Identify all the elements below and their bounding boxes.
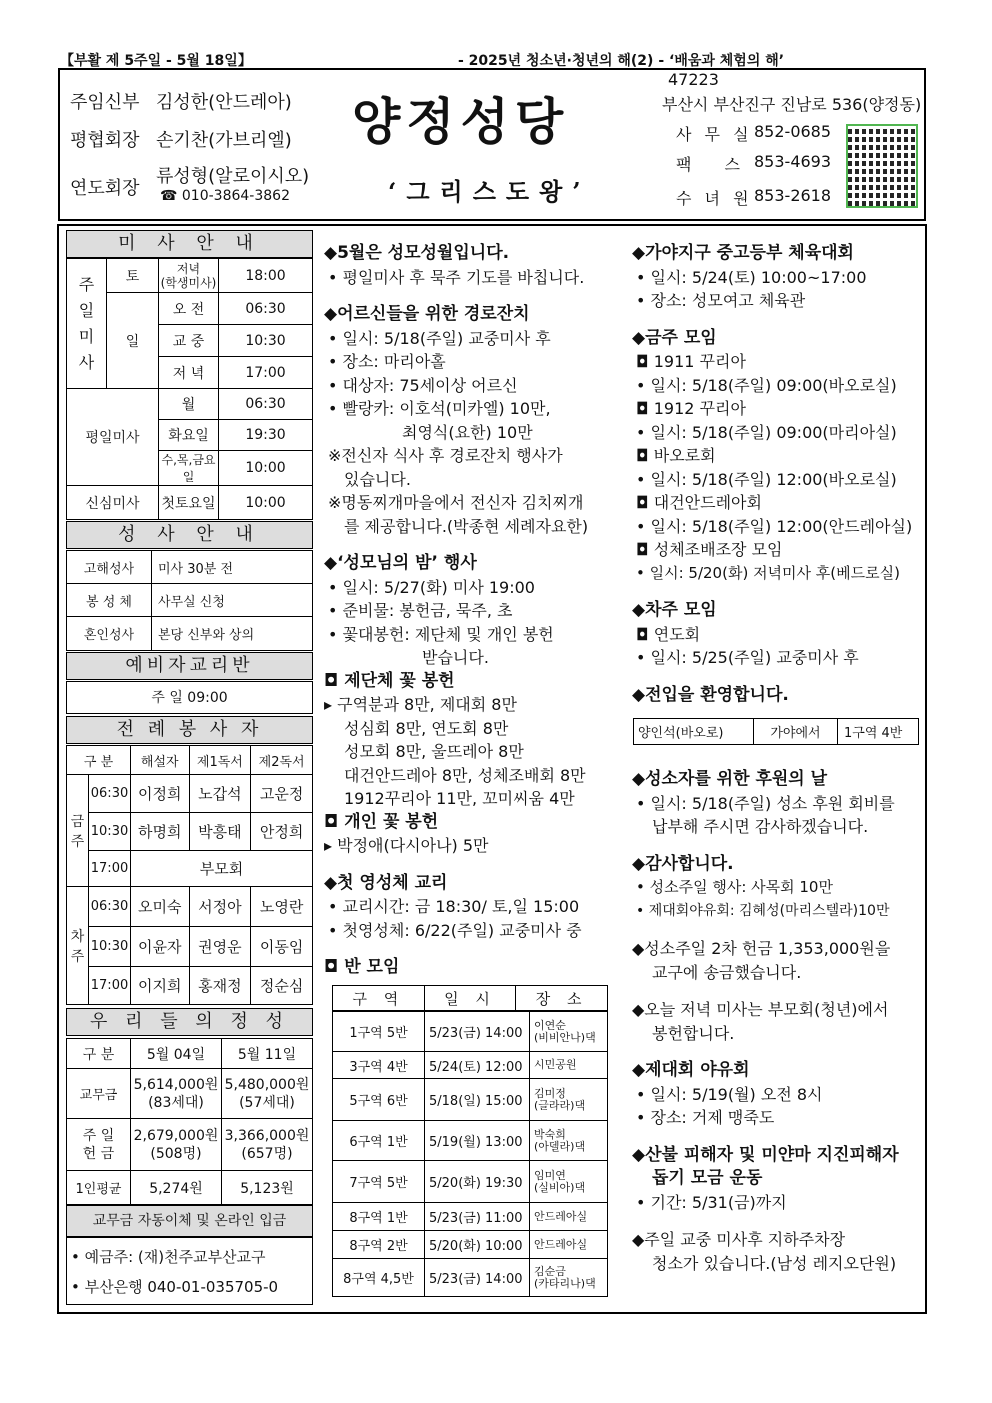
wed-time: 10:00 bbox=[219, 451, 313, 486]
notice-subline: ◘ 바오로회 bbox=[636, 446, 716, 465]
ban-cell: 5/23(금) 14:00 bbox=[425, 1259, 530, 1297]
offer-r1a: 5,614,000원 (83세대) bbox=[131, 1069, 222, 1119]
ban-cell: 5/23(금) 11:00 bbox=[425, 1203, 530, 1231]
convent-label: 수 녀 원 bbox=[676, 189, 753, 208]
account-holder: • 예금주: (재)천주교부산교구 bbox=[71, 1248, 266, 1266]
notice-line: 납부해 주시면 감사하겠습니다. bbox=[652, 817, 869, 836]
tue-label: 화요일 bbox=[159, 420, 219, 451]
notice-line: • 꽃대봉헌: 제단체 및 개인 봉헌 bbox=[328, 624, 554, 644]
offer-table bbox=[66, 1038, 313, 1205]
notice-line: 봉헌합니다. bbox=[652, 1023, 735, 1043]
offer-r1b: 5,480,000원 (57세대) bbox=[222, 1069, 313, 1119]
notice-line: • 장소: 성모여고 체육관 bbox=[636, 291, 806, 310]
notice-heading: ◆가야지구 중고등부 체육대회 bbox=[632, 243, 854, 263]
notice-line: 청소가 있습니다.(남성 레지오단원) bbox=[652, 1253, 897, 1273]
catech-title: 예비자교리반 bbox=[66, 652, 313, 680]
mon-label: 월 bbox=[159, 389, 219, 420]
council-label: 평협회장 bbox=[70, 130, 140, 151]
notice-line: ※명동찌개마을에서 전신자 김치찌개 bbox=[328, 493, 584, 512]
server-cell: 부모회 bbox=[131, 851, 313, 887]
weekday-label: 평일미사 bbox=[67, 389, 159, 486]
welcome-from: 가야에서 bbox=[754, 719, 838, 745]
offer-title: 우 리 들 의 정 성 bbox=[66, 1008, 313, 1036]
server-cell: 이지희 bbox=[131, 967, 190, 1005]
servers-h1: 해설자 bbox=[131, 746, 190, 775]
notice-line: ▸ 구역분과 8만, 제대회 8만 bbox=[324, 695, 517, 714]
ban-cell: 김미정 (글라라)댁 bbox=[530, 1079, 608, 1121]
offer-r3: 1인평균 bbox=[67, 1171, 131, 1205]
notice-line: 를 제공합니다.(박종현 세례자요한) bbox=[344, 516, 589, 536]
notice-line: • 제대회야유회: 김혜성(마리스텔라)10만 bbox=[636, 902, 890, 919]
convent-phone: 853-2618 bbox=[754, 186, 832, 205]
ban-cell: 5/20(화) 19:30 bbox=[425, 1161, 530, 1203]
yeondo-label: 연도회장 bbox=[70, 178, 140, 199]
morning-time: 06:30 bbox=[219, 293, 313, 325]
notice-line: 1912꾸리아 11만, 꼬미씨움 4만 bbox=[344, 789, 575, 808]
notice-subheading: ◘ 반 모임 bbox=[324, 957, 400, 977]
server-cell: 노갑석 bbox=[189, 775, 251, 813]
first-label: 신심미사 bbox=[67, 486, 159, 520]
mid-time: 10:30 bbox=[219, 325, 313, 357]
catech-time: 주 일 09:00 bbox=[66, 681, 313, 714]
mass-table: 주 일 미 사 토 저녁 (학생미사) 18:00 일 오 전 06:30 교 중 10:30 저 녁 17:00 평일미사 월 06:30 화요일 19:30 수,목,금요일 10:00 신심미사 첫토요일 10:00 bbox=[66, 258, 313, 520]
fax-number: 853-4693 bbox=[754, 152, 832, 171]
notice-line: • 일시: 5/18(주일) 12:00(안드레아실) bbox=[636, 516, 913, 536]
tue-time: 19:30 bbox=[219, 420, 313, 451]
notice-line: • 일시: 5/24(토) 10:00~17:00 bbox=[636, 267, 867, 287]
right-column bbox=[632, 242, 922, 707]
ban-rows bbox=[332, 1011, 608, 1297]
server-cell: 서정아 bbox=[189, 887, 251, 927]
server-cell: 고운정 bbox=[251, 775, 313, 813]
ban-row bbox=[333, 1052, 608, 1079]
ban-cell: 7구역 5반 bbox=[333, 1161, 425, 1203]
council-name: 손기찬(가브리엘) bbox=[156, 130, 292, 151]
servers-title: 전 례 봉 사 자 bbox=[66, 716, 313, 744]
notice-line: • 평일미사 후 묵주 기도를 바칩니다. bbox=[328, 267, 585, 287]
notice-subheading: ◘ 개인 꽃 봉헌 bbox=[324, 811, 439, 832]
servers-h0: 구 분 bbox=[67, 746, 131, 775]
notice-line: • 장소: 거제 맹죽도 bbox=[636, 1108, 775, 1127]
pastor-label: 주임신부 bbox=[70, 92, 140, 113]
top-line bbox=[60, 50, 930, 70]
first-time: 10:00 bbox=[219, 486, 313, 520]
morning-label: 오 전 bbox=[159, 293, 219, 325]
notice-line: • 일시: 5/18(주일) 12:00(바오로실) bbox=[636, 469, 897, 489]
sat-time-label: 저녁 (학생미사) bbox=[159, 259, 219, 293]
mass-title: 미 사 안 내 bbox=[66, 230, 313, 258]
notice-heading: 돕기 모금 운동 bbox=[652, 1168, 763, 1188]
notice-line: • 일시: 5/19(월) 오전 8시 bbox=[636, 1084, 823, 1104]
ban-table bbox=[332, 985, 608, 1011]
server-cell: 안정희 bbox=[251, 813, 313, 851]
offer-h0: 구 분 bbox=[67, 1039, 131, 1069]
notice-line: • 일시: 5/18(주일) 09:00(바오로실) bbox=[636, 375, 897, 395]
server-time: 06:30 bbox=[89, 887, 131, 927]
sat-time: 18:00 bbox=[219, 259, 313, 293]
sacr-r1a: 고해성사 bbox=[67, 551, 152, 584]
sacr-r2a: 봉 성 체 bbox=[67, 584, 152, 617]
notice-line: • 일시: 5/18(주일) 09:00(마리아실) bbox=[636, 422, 897, 442]
mid-label: 교 중 bbox=[159, 325, 219, 357]
notice-heading: ◆성소자를 위한 후원의 날 bbox=[632, 769, 828, 789]
ban-cell: 8구역 2반 bbox=[333, 1231, 425, 1259]
mon-time: 06:30 bbox=[219, 389, 313, 420]
ban-cell: 박숙희 (아델라)댁 bbox=[530, 1121, 608, 1161]
ban-cell: 6구역 1반 bbox=[333, 1121, 425, 1161]
ban-cell: 8구역 1반 bbox=[333, 1203, 425, 1231]
server-time: 10:30 bbox=[89, 813, 131, 851]
notice-line: • 첫영성체: 6/22(주일) 교중미사 중 bbox=[328, 920, 582, 940]
offer-h2: 5월 11일 bbox=[222, 1039, 313, 1069]
ban-cell: 안드레아실 bbox=[530, 1203, 608, 1231]
account-number: • 부산은행 040-01-035705-0 bbox=[71, 1278, 279, 1296]
offer-r2: 주 일 헌 금 bbox=[67, 1119, 131, 1171]
notice-line: 교구에 송금했습니다. bbox=[652, 962, 802, 982]
ban-cell: 5구역 6반 bbox=[333, 1079, 425, 1121]
sat-label: 토 bbox=[107, 259, 159, 293]
sacr-r1b: 미사 30분 전 bbox=[152, 551, 313, 584]
ban-cell: 5/23(금) 14:00 bbox=[425, 1012, 530, 1052]
notice-line: 대건안드레아 8만, 성체조배회 8만 bbox=[344, 765, 586, 785]
servers-h3: 제2독서 bbox=[251, 746, 313, 775]
ban-h: 일 시 bbox=[424, 986, 516, 1011]
next-week: 차주 bbox=[67, 887, 89, 1005]
notice-line: • 일시: 5/27(화) 미사 19:00 bbox=[328, 577, 535, 597]
server-cell: 권영운 bbox=[189, 927, 251, 967]
server-time: 06:30 bbox=[89, 775, 131, 813]
notice-line: • 일시: 5/20(화) 저녁미사 후(베드로실) bbox=[636, 563, 900, 582]
ban-cell: 8구역 4,5반 bbox=[333, 1259, 425, 1297]
welcome-name: 양인석(바오로) bbox=[634, 719, 754, 745]
notice-line: 성모회 8만, 울뜨레아 8만 bbox=[344, 742, 524, 761]
notice-line: 받습니다. bbox=[422, 648, 489, 667]
notice-line: • 준비물: 봉헌금, 묵주, 초 bbox=[328, 601, 513, 620]
ban-cell: 5/18(일) 15:00 bbox=[425, 1079, 530, 1121]
server-cell: 노영란 bbox=[251, 887, 313, 927]
server-cell: 이윤자 bbox=[131, 927, 190, 967]
notice-heading: ◆첫 영성체 교리 bbox=[324, 872, 448, 893]
zip-code: 47223 bbox=[668, 70, 719, 89]
church-title: 양정성당 bbox=[352, 92, 570, 151]
notice-heading: ◆제대회 야유회 bbox=[632, 1060, 750, 1080]
offer-r2b: 3,366,000원 (657명) bbox=[222, 1119, 313, 1171]
notice-line: • 교리시간: 금 18:30/ 토,일 15:00 bbox=[328, 897, 580, 916]
servers-h2: 제1독서 bbox=[189, 746, 251, 775]
church-subtitle: ‘그리스도왕’ bbox=[388, 177, 591, 206]
this-week: 금주 bbox=[67, 775, 89, 887]
sacr-r3a: 혼인성사 bbox=[67, 617, 152, 651]
server-time: 10:30 bbox=[89, 927, 131, 967]
notice-line: • 기간: 5/31(금)까지 bbox=[636, 1192, 787, 1212]
offer-r3a: 5,274원 bbox=[131, 1171, 222, 1205]
issue-date: 【부활 제 5주일 - 5월 18일】 bbox=[60, 53, 252, 69]
ban-cell: 5/20(화) 10:00 bbox=[425, 1231, 530, 1259]
ban-cell: 시민공원 bbox=[530, 1052, 608, 1079]
server-cell: 홍재정 bbox=[189, 967, 251, 1005]
eve-label: 저 녁 bbox=[159, 357, 219, 389]
address: 부산시 부산진구 진남로 536(양정동) bbox=[662, 95, 922, 114]
server-time: 17:00 bbox=[89, 851, 131, 887]
pastor-name: 김성한(안드레아) bbox=[156, 92, 292, 113]
sacr-table bbox=[66, 550, 313, 651]
ban-row bbox=[333, 1161, 608, 1203]
sacr-title: 성 사 안 내 bbox=[66, 521, 313, 549]
ban-cell: 김순금 (카타리나)댁 bbox=[530, 1259, 608, 1297]
servers-table bbox=[66, 745, 313, 1005]
ban-row bbox=[333, 1079, 608, 1121]
notice-line: ◆오늘 저녁 미사는 부모회(청년)에서 bbox=[632, 1000, 889, 1019]
ban-row bbox=[333, 1231, 608, 1259]
right-column-2 bbox=[632, 768, 922, 1275]
ban-h: 장 소 bbox=[516, 986, 608, 1011]
notice-subheading: ◘ 제단체 꽃 봉헌 bbox=[324, 670, 455, 691]
ban-cell: 임미연 (실비아)댁 bbox=[530, 1161, 608, 1203]
year-theme: - 2025년 청소년·청년의 해(2) - ‘배움과 체험의 해’ bbox=[458, 53, 785, 69]
notice-subline: ◘ 연도회 bbox=[636, 624, 701, 644]
notice-subline: ◘ 1911 꾸리아 bbox=[636, 352, 746, 371]
ban-cell: 1구역 5반 bbox=[333, 1012, 425, 1052]
notice-line: 최영식(요한) 10만 bbox=[402, 422, 533, 442]
server-time: 17:00 bbox=[89, 967, 131, 1005]
ban-cell: 3구역 4반 bbox=[333, 1052, 425, 1079]
server-cell: 박흥태 bbox=[189, 813, 251, 851]
notice-line: 있습니다. bbox=[344, 469, 411, 489]
yeondo-phone: ☎ 010-3864-3862 bbox=[160, 188, 290, 204]
notice-heading: ◆감사합니다. bbox=[632, 853, 734, 874]
notice-heading: ◆산불 피해자 및 미얀마 지진피해자 bbox=[632, 1144, 899, 1165]
auto-transfer-title: 교무금 자동이체 및 온라인 입금 bbox=[66, 1205, 313, 1237]
notice-line: 성심회 8만, 연도회 8만 bbox=[344, 718, 509, 738]
ban-row bbox=[333, 1121, 608, 1161]
office-label: 사 무 실 bbox=[676, 125, 753, 144]
offer-r1: 교무금 bbox=[67, 1069, 131, 1119]
eve-time: 17:00 bbox=[219, 357, 313, 389]
sacr-r3b: 본당 신부와 상의 bbox=[152, 617, 313, 651]
ban-cell: 5/24(토) 12:00 bbox=[425, 1052, 530, 1079]
notice-heading: ◆5월은 성모성월입니다. bbox=[324, 243, 510, 263]
middle-column bbox=[324, 242, 624, 980]
sacr-r2b: 사무실 신청 bbox=[152, 584, 313, 617]
account-info bbox=[66, 1237, 313, 1305]
notice-heading: ◆차주 모임 bbox=[632, 600, 717, 620]
wed-label: 수,목,금요일 bbox=[159, 451, 219, 486]
office-phone: 852-0685 bbox=[754, 122, 832, 141]
qr-code-icon[interactable] bbox=[846, 124, 918, 208]
welcome-district: 1구역 4반 bbox=[838, 719, 919, 745]
notice-heading: ◆‘성모님의 밤’ 행사 bbox=[324, 553, 477, 573]
ban-cell: 이연순 (비비안나)댁 bbox=[530, 1012, 608, 1052]
notice-line: ◆주일 교중 미사후 지하주차장 bbox=[632, 1230, 846, 1249]
notice-line: • 일시: 5/25(주일) 교중미사 후 bbox=[636, 648, 859, 667]
notice-line: • 빨랑카: 이호석(미카엘) 10만, bbox=[328, 399, 551, 418]
notice-subline: ◘ 1912 꾸리아 bbox=[636, 399, 746, 418]
notice-line: • 일시: 5/18(주일) 성소 후원 회비를 bbox=[636, 793, 895, 813]
ban-row bbox=[333, 1012, 608, 1052]
sun-label: 일 bbox=[107, 293, 159, 389]
ban-row bbox=[333, 1203, 608, 1231]
offer-h1: 5월 04일 bbox=[131, 1039, 222, 1069]
offer-r3b: 5,123원 bbox=[222, 1171, 313, 1205]
ban-cell: 안드레아실 bbox=[530, 1231, 608, 1259]
server-cell: 하명희 bbox=[131, 813, 190, 851]
notice-line: ※전신자 식사 후 경로잔치 행사가 bbox=[328, 446, 563, 465]
ban-cell: 5/19(월) 13:00 bbox=[425, 1121, 530, 1161]
ban-h: 구 역 bbox=[333, 986, 425, 1011]
notice-line: • 장소: 마리아홀 bbox=[328, 352, 446, 371]
ban-row bbox=[333, 1259, 608, 1297]
notice-heading: ◆금주 모임 bbox=[632, 327, 717, 348]
notice-heading: ◆어르신들을 위한 경로잔치 bbox=[324, 304, 530, 324]
notice-line: • 성소주일 행사: 사목회 10만 bbox=[636, 878, 833, 896]
first-sat: 첫토요일 bbox=[159, 486, 219, 520]
yeondo-name: 류성형(알로이시오) bbox=[156, 166, 310, 187]
server-cell: 이정희 bbox=[131, 775, 190, 813]
notice-subline: ◘ 성체조배조장 모임 bbox=[636, 540, 783, 559]
server-cell: 정순심 bbox=[251, 967, 313, 1005]
notice-heading: ◆전입을 환영합니다. bbox=[632, 684, 789, 705]
welcome-table bbox=[633, 718, 919, 745]
notice-subline: ◘ 대건안드레아회 bbox=[636, 493, 762, 512]
notice-line: ◆성소주일 2차 헌금 1,353,000원을 bbox=[632, 939, 891, 958]
fax-label: 팩 스 bbox=[676, 155, 754, 174]
notice-line: ▸ 박정애(다시아나) 5만 bbox=[324, 836, 489, 855]
server-cell: 이동임 bbox=[251, 927, 313, 967]
offer-r2a: 2,679,000원 (508명) bbox=[131, 1119, 222, 1171]
notice-line: • 일시: 5/18(주일) 교중미사 후 bbox=[328, 328, 551, 348]
server-cell: 오미숙 bbox=[131, 887, 190, 927]
notice-line: • 대상자: 75세이상 어르신 bbox=[328, 375, 518, 395]
